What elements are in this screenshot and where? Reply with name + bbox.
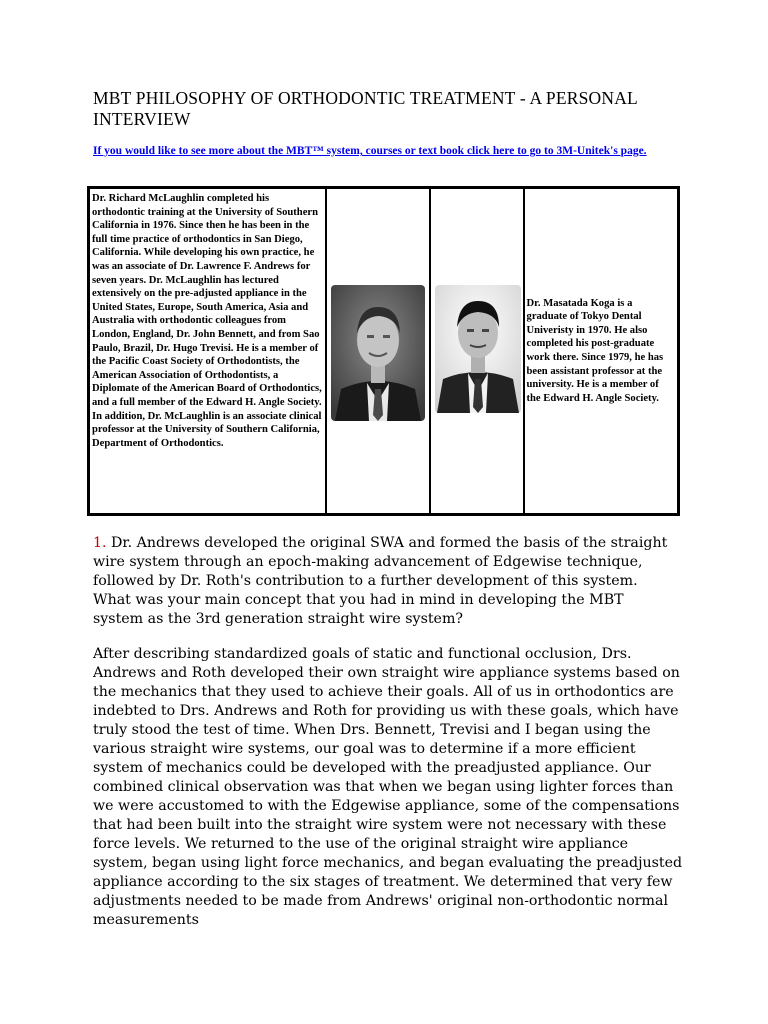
3m-unitek-link[interactable]: If you would like to see more about the MBT™ system, courses or text book click here to go to 3M-Unitek's page. [93, 145, 647, 157]
photo-cell-mclaughlin [326, 188, 430, 514]
portrait-photo-koga [435, 285, 521, 413]
bio-cell-mclaughlin [89, 188, 326, 514]
bio-text-koga: Dr. Masatada Koga is a graduate of Tokyo Dental Univeristy in 1970. He also completed his post-graduate work there. Since 1979, he has been assistant professor at the university. He is a member of the Edward H. Angle Society. [526, 297, 664, 404]
page-title: MBT PHILOSOPHY OF ORTHODONTIC TREATMENT - A PERSONAL INTERVIEW [93, 88, 638, 129]
photo-cell-koga [430, 188, 524, 514]
question-1 [93, 534, 673, 629]
question-text: Dr. Andrews developed the original SWA and formed the basis of the straight wire system through an epoch-making advancement of Edgewise technique, followed by Dr. Roth's contribution to a further development of this system. What was your main concept that you had in mind in developing the MBT system as the 3rd generation straight wire system? [93, 535, 668, 627]
portrait-photo-mclaughlin [331, 285, 425, 421]
question-number: 1. [93, 535, 107, 551]
bio-cell-koga [524, 188, 678, 514]
bio-table [87, 186, 680, 516]
answer-1: After describing standardized goals of static and functional occlusion, Drs. Andrews and Roth developed their own straight wire appliance systems based on the mechanics that they used to achieve their goals. All of us in orthodontics are indebted to Drs. Andrews and Roth for providing us with these goals, which have truly stood the test of time. When Drs. Bennett, Trevisi and I began using the various straight wire systems, our goal was to determine if a more efficient system of mechanics could be developed with the preadjusted appliance. Our combined clinical observation was that when we began using lighter forces than we were accustomed to with the Edgewise appliance, some of the compensations that had been built into the straight wire system were not necessary with these force levels. We returned to the use of the original straight wire appliance system, began using light force mechanics, and began evaluating the preadjusted appliance according to the six stages of treatment. We determined that very few adjustments needed to be made from Andrews' original non-orthodontic normal measurements [93, 646, 683, 928]
bio-text-mclaughlin: Dr. Richard McLaughlin completed his orthodontic training at the University of Southern California in 1976. Since then he has been in the full time practice of orthodontics in San Diego, California. While developing his own practice, he was an associate of Dr. Lawrence F. Andrews for seven years. Dr. McLaughlin has lectured extensively on the pre-adjusted appliance in the United States, Europe, South America, Asia and Australia with orthodontic colleagues from London, England, Dr. John Bennett, and from Sao Paulo, Brazil, Dr. Hugo Trevisi. He is a member of the Pacific Coast Society of Orthodontists, the American Association of Orthodontists, a Diplomate of the American Board of Orthodontics, and a full member of the Edward H. Angle Society. In addition, Dr. McLaughlin is an associate clinical professor at the University of Southern California, Department of Orthodontics. [92, 193, 322, 449]
